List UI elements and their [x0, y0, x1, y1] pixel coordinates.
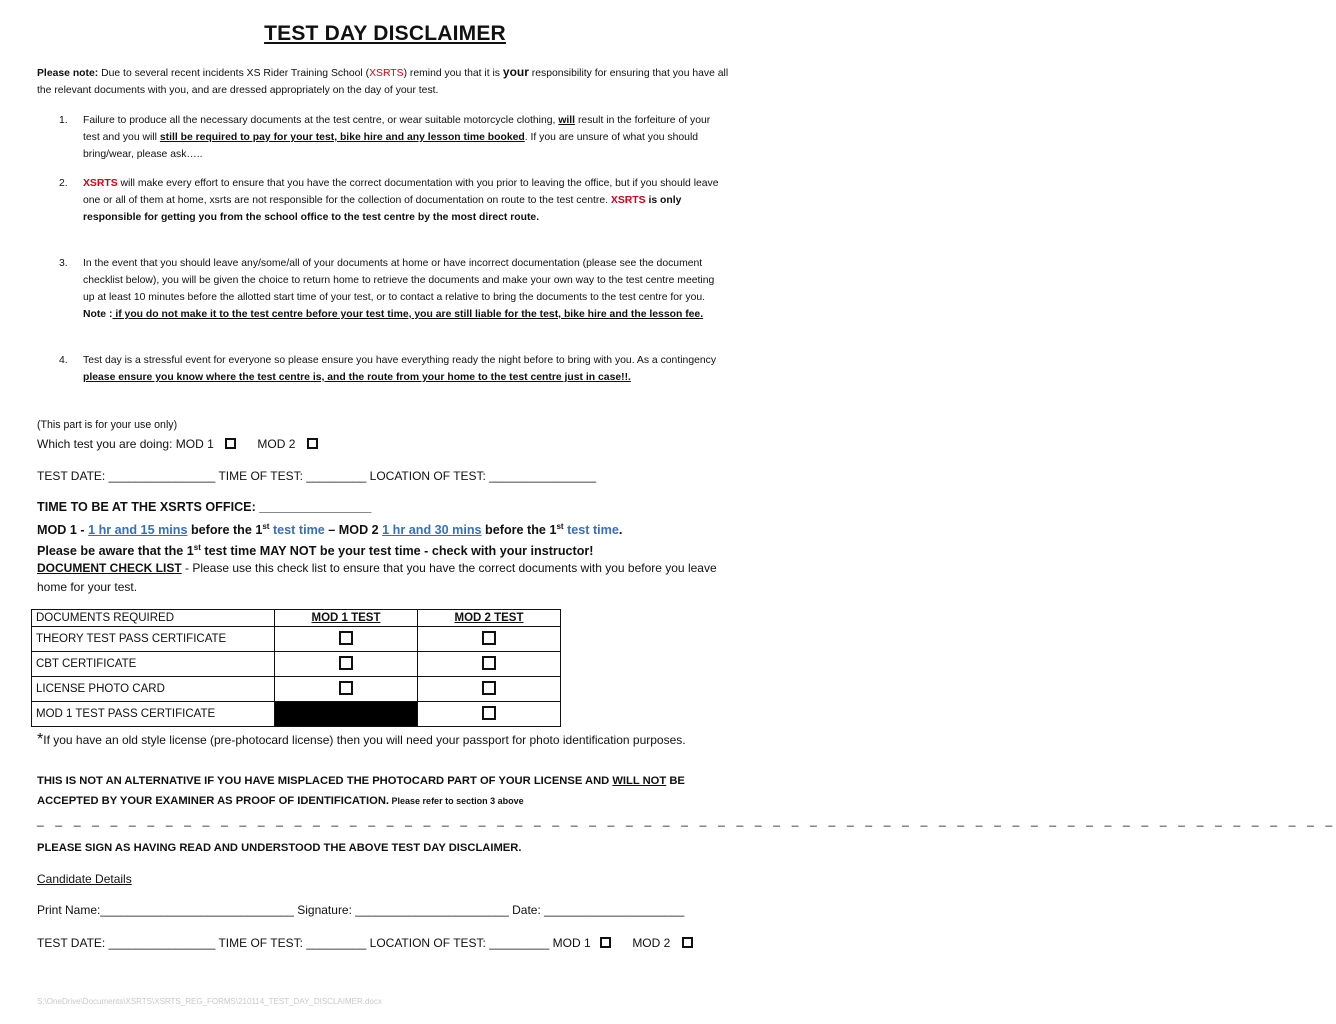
item-text: result in the forfeiture of your test and you will [83, 115, 711, 143]
header-mod2: MOD 2 TEST [418, 610, 561, 627]
item-bold: is only responsible for getting you from the school office to the test centre by the most direct route. [83, 195, 682, 223]
item-bold: please ensure you know where the test centre is, and the route from your home to the test centre just in case!!. [83, 372, 631, 383]
item-number: 2. [59, 178, 68, 189]
bottom-mod2-checkbox[interactable] [682, 937, 693, 948]
table-header-row [32, 610, 561, 627]
warning-emphasis: WILL NOT [612, 775, 667, 787]
cut-line: _ _ _ _ _ _ _ _ _ _ _ _ _ _ _ _ _ _ _ _ _ _ _ _ _ _ _ _ _ _ _ _ _ _ _ _ _ _ _ _ _ _ _ _ _ _ _ _ _ _ _ _ _ _ _ _ _ _ _ _ _ _ _ _ _ _ _ _ _ _ _ [37, 813, 1336, 827]
warning-text: BE ACCEPTED BY YOUR EXAMINER AS PROOF OF IDENTIFICATION. [37, 775, 685, 807]
license-mod1-checkbox[interactable] [339, 681, 353, 695]
license-mod2-checkbox[interactable] [482, 681, 496, 695]
old-license-text: If you have an old style license (pre-photocard license) then you will need your passport for photo identification purposes. [43, 733, 686, 747]
bottom-test-row [37, 934, 693, 952]
table-row [32, 702, 561, 727]
checklist-text: - Please use this check list to ensure that you have the correct documents with you before you leave home for your test. [37, 561, 717, 594]
old-license-note [37, 731, 727, 750]
intro-paragraph [37, 64, 737, 99]
document-name: MOD 1 TEST PASS CERTIFICATE [32, 702, 275, 727]
intro-text-1: Due to several recent incidents XS Rider Training School ( [98, 68, 370, 79]
aware-line [37, 539, 594, 560]
which-test-label: Which test you are doing: MOD 1 [37, 437, 218, 451]
header-mod1: MOD 1 TEST [275, 610, 418, 627]
mod-text: . [618, 523, 623, 538]
which-test-row [37, 435, 318, 453]
bottom-mod2-label: MOD 2 [632, 936, 674, 950]
mod2-duration: 1 hr and 30 mins [382, 523, 482, 538]
item-number: 1. [59, 115, 68, 126]
mod-text: before the 1 [187, 523, 263, 538]
bottom-mod1-checkbox[interactable] [600, 937, 611, 948]
mod-text: before the 1 [481, 523, 557, 538]
intro-org: XSRTS [369, 68, 404, 79]
bottom-test-details: TEST DATE: ________________ TIME OF TEST: _________ LOCATION OF TEST: _________ MOD 1 [37, 936, 594, 950]
mod-text: – MOD 2 [324, 523, 383, 538]
header-documents: DOCUMENTS REQUIRED [32, 610, 275, 627]
candidate-heading: Candidate Details [37, 872, 132, 886]
item-note: Note : [83, 309, 113, 320]
item-org: XSRTS [83, 178, 118, 189]
signature-date-fields[interactable]: Signature: _______________________ Date: _____________________ [293, 903, 685, 917]
warning-text: THIS IS NOT AN ALTERNATIVE IF YOU HAVE MISPLACED THE PHOTOCARD PART OF YOUR LICENSE AND [37, 775, 613, 787]
checklist-intro [37, 559, 727, 597]
table-row [32, 627, 561, 652]
item-bold: still be required to pay for your test, bike hire and any lesson time booked [159, 132, 525, 143]
intro-your: your [502, 65, 529, 79]
mod-text: MOD 1 - [37, 523, 89, 538]
item-org: XSRTS [610, 195, 646, 206]
theory-mod1-checkbox[interactable] [339, 631, 353, 645]
mod2-checkbox[interactable] [307, 438, 318, 449]
item-number: 4. [59, 355, 68, 366]
sign-heading: PLEASE SIGN AS HAVING READ AND UNDERSTOOD THE ABOVE TEST DAY DISCLAIMER. [37, 842, 522, 854]
intro-text-2: ) remind you that it is [403, 68, 503, 79]
mod-times-line [37, 518, 622, 539]
mod1-checkbox[interactable] [225, 438, 236, 449]
table-row [32, 652, 561, 677]
table-row [32, 677, 561, 702]
item-text: . If you are unsure of what you should bring/wear, please ask….. [83, 132, 699, 160]
blacked-out-cell [275, 702, 418, 727]
cbt-mod1-checkbox[interactable] [339, 656, 353, 670]
item-text: will make every effort to ensure that you have the correct documentation with you prior to leaving the office, but if you should leave one or all of them at home, xsrts are not responsible for the collection of documentation on route to the test centre. [83, 178, 719, 206]
office-time-line: TIME TO BE AT THE XSRTS OFFICE: ________________ [37, 500, 372, 514]
asterisk: * [37, 731, 44, 748]
checklist-heading: DOCUMENT CHECK LIST [37, 561, 182, 575]
document-title: TEST DAY DISCLAIMER [264, 22, 506, 45]
document-name: THEORY TEST PASS CERTIFICATE [32, 627, 275, 652]
item-text: Failure to produce all the necessary documents at the test centre, or wear suitable motorcycle clothing, [83, 115, 559, 126]
ordinal-suffix: st [556, 522, 564, 531]
aware-text: Please be aware that the 1 [37, 544, 194, 559]
print-name-row [37, 901, 684, 919]
test-time-text: test time [563, 523, 619, 538]
mod1pass-mod2-checkbox[interactable] [482, 706, 496, 720]
test-details-line: TEST DATE: ________________ TIME OF TEST: _________ LOCATION OF TEST: ________________ [37, 469, 597, 483]
ordinal-suffix: st [262, 522, 270, 531]
aware-text: test time MAY NOT be your test time - check with your instructor! [200, 544, 594, 559]
item-text: Test day is a stressful event for everyone so please ensure you have everything ready the night before to bring with you. As a contingency [83, 355, 717, 366]
item-number: 3. [59, 258, 68, 269]
warning-reference: Please refer to section 3 above [389, 796, 524, 806]
use-only-note: (This part is for your use only) [37, 419, 178, 431]
file-path-footer: S:\OneDrive\Documents\XSRTS\XSRTS_REG_FORMS\210114_TEST_DAY_DISCLAIMER.docx [37, 997, 382, 1006]
mod2-label: MOD 2 [257, 437, 299, 451]
documents-table [31, 609, 561, 727]
document-name: CBT CERTIFICATE [32, 652, 275, 677]
print-name-label: Print Name: [37, 903, 101, 917]
intro-text-3: responsibility for ensuring that you have all the relevant documents with you, and are dressed appropriately on the day of your test. [37, 68, 729, 96]
intro-lead: Please note: [37, 68, 99, 79]
print-name-field[interactable]: _____________________________ [100, 903, 294, 917]
item-emphasis: will [558, 115, 576, 126]
warning-paragraph [37, 771, 737, 811]
document-name: LICENSE PHOTO CARD [32, 677, 275, 702]
theory-mod2-checkbox[interactable] [482, 631, 496, 645]
ordinal-suffix: st [193, 543, 201, 552]
cbt-mod2-checkbox[interactable] [482, 656, 496, 670]
mod1-duration: 1 hr and 15 mins [88, 523, 188, 538]
item-text: In the event that you should leave any/some/all of your documents at home or have incorrect documentation (please see the document checklist below), you will be given the choice to return home to retrieve the documents and make your own way to the test centre meeting up at least 10 minutes before the allotted start time of your test, or to contact a relative to bring the documents to the test centre for you. [83, 258, 715, 303]
test-time-text: test time [269, 523, 325, 538]
item-bold: if you do not make it to the test centre before your test time, you are still liable for the test, bike hire and the lesson fee. [112, 309, 704, 320]
